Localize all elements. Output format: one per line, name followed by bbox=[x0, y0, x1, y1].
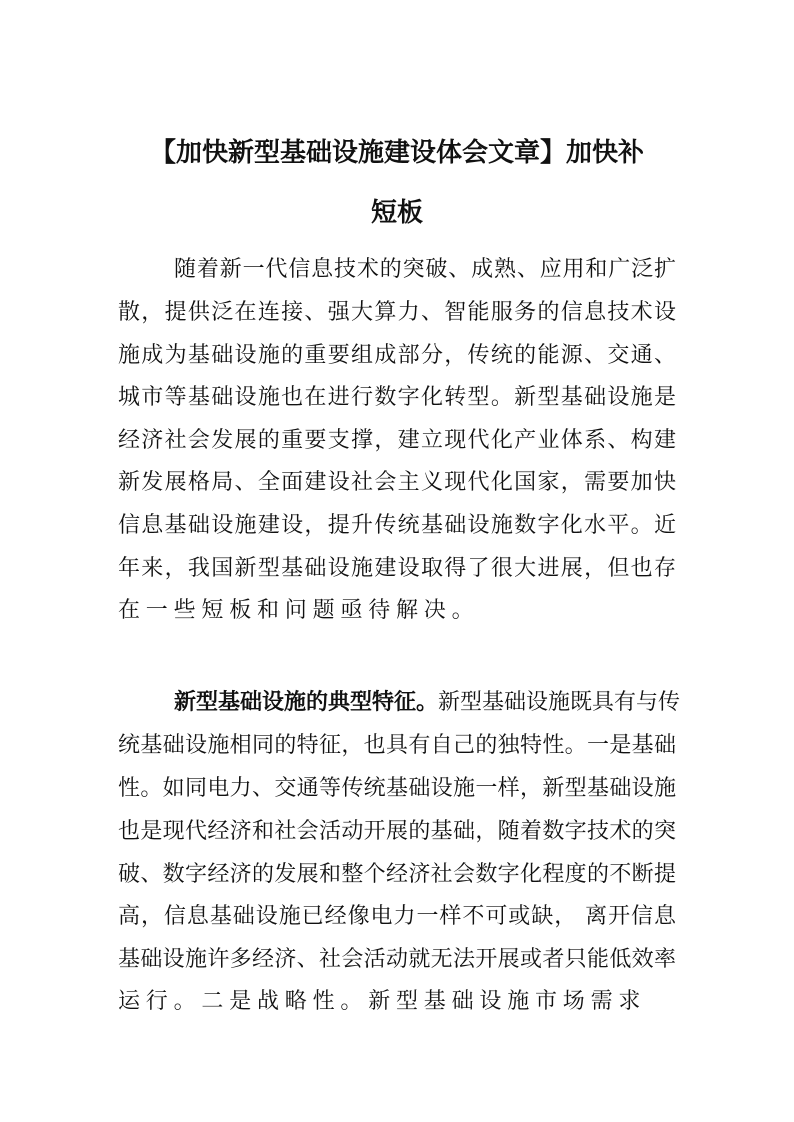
text-line: 施成为基础设施的重要组成部分，传统的能源、交通、 bbox=[118, 343, 676, 368]
text-line: 信息基础设施建设，提升传统基础设施数字化水平。近 bbox=[118, 513, 676, 538]
text-line: 散，提供泛在连接、强大算力、智能服务的信息技术设 bbox=[118, 300, 676, 325]
text-line: 新发展格局、全面建设社会主义现代化国家，需要加快 bbox=[118, 470, 676, 495]
text-line: 年来，我国新型基础设施建设取得了很大进展，但也存 bbox=[118, 556, 676, 581]
text-line: 在一些短板和问题亟待解决。 bbox=[118, 598, 480, 623]
text-line: 也是现代经济和社会活动开展的基础，随着数字技术的突 bbox=[118, 819, 676, 844]
section-heading: 新型基础设施的典型特征。 bbox=[174, 690, 439, 715]
text-line-lead bbox=[174, 688, 681, 718]
title-line-2: 短板 bbox=[370, 198, 423, 228]
text-line: 随着新一代信息技术的突破、成熟、应用和广泛扩 bbox=[174, 257, 676, 282]
text-line: 性。如同电力、交通等传统基础设施一样，新型基础设施 bbox=[118, 776, 676, 801]
text-line: 城市等基础设施也在进行数字化转型。新型基础设施是 bbox=[118, 385, 676, 410]
text-line: 运行。二是战略性。新型基础设施市场需求 bbox=[118, 989, 647, 1014]
title-line-1: 【加快新型基础设施建设体会文章】加快补 bbox=[149, 138, 644, 168]
text-line: 基础设施许多经济、社会活动就无法开展或者只能低效率 bbox=[118, 947, 676, 972]
text-line: 统基础设施相同的特征，也具有自己的独特性。一是基础 bbox=[118, 733, 676, 758]
text-line: 经济社会发展的重要支撑，建立现代化产业体系、构建 bbox=[118, 428, 676, 453]
lead-text: 新型基础设施既具有与传 bbox=[438, 690, 681, 715]
text-line: 高，信息基础设施已经像电力一样不可或缺， 离开信息 bbox=[118, 904, 676, 929]
text-line: 破、数字经济的发展和整个经济社会数字化程度的不断提 bbox=[118, 862, 676, 887]
